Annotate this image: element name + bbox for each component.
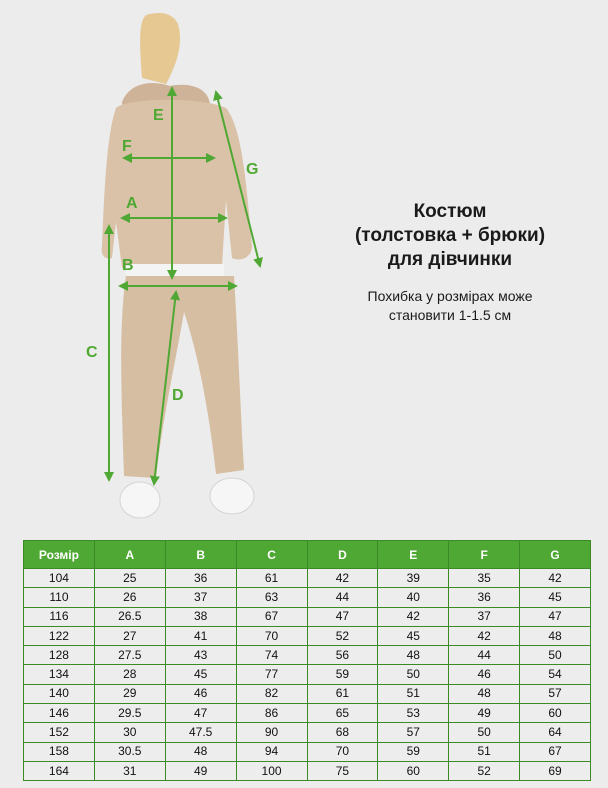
title-line: (толстовка + брюки) [354,225,546,246]
table-cell: 47 [165,704,236,723]
header-a: A [94,541,165,569]
table-cell: 29.5 [94,704,165,723]
title-line: для дівчинки [387,249,513,270]
table-body [24,569,591,781]
table-row [24,646,591,665]
table-cell: 37 [165,588,236,607]
header-g: G [520,541,591,569]
table-cell: 61 [307,684,378,703]
pants [121,276,244,478]
table-cell: 75 [307,761,378,780]
table-cell: 63 [236,588,307,607]
table-cell: 45 [520,588,591,607]
table-cell: 94 [236,742,307,761]
hair [140,13,180,84]
header-f: F [449,541,520,569]
table-cell: 54 [520,665,591,684]
table-cell: 158 [24,742,95,761]
table-cell: 47 [520,607,591,626]
table-cell: 42 [520,569,591,588]
table-cell: 47.5 [165,723,236,742]
table-cell: 43 [165,646,236,665]
hoodie [102,100,252,268]
table-cell: 74 [236,646,307,665]
table-cell: 37 [449,607,520,626]
table-cell: 26.5 [94,607,165,626]
table-cell: 100 [236,761,307,780]
header-b: B [165,541,236,569]
table-cell: 65 [307,704,378,723]
table-cell: 49 [165,761,236,780]
table-cell: 38 [165,607,236,626]
table-cell: 41 [165,626,236,645]
table-cell: 57 [520,684,591,703]
table-cell: 122 [24,626,95,645]
table-cell: 28 [94,665,165,684]
label-f: F [122,138,132,155]
table-cell: 47 [307,607,378,626]
table-cell: 25 [94,569,165,588]
table-cell: 50 [520,646,591,665]
table-cell: 64 [520,723,591,742]
left-shoe [120,482,160,518]
label-g: G [246,161,259,178]
table-cell: 53 [378,704,449,723]
header-d: D [307,541,378,569]
table-cell: 42 [307,569,378,588]
table-row [24,588,591,607]
label-a: A [126,195,138,212]
table-cell: 30 [94,723,165,742]
table-cell: 152 [24,723,95,742]
table-cell: 68 [307,723,378,742]
table-row [24,665,591,684]
table-header-row [24,541,591,569]
shirt-hem [126,264,224,278]
table-cell: 51 [449,742,520,761]
table-cell: 31 [94,761,165,780]
table-cell: 59 [378,742,449,761]
table-cell: 48 [378,646,449,665]
model-photo [0,0,300,528]
table-row [24,569,591,588]
table-cell: 46 [449,665,520,684]
table-cell: 56 [307,646,378,665]
table-cell: 36 [449,588,520,607]
table-cell: 42 [378,607,449,626]
table-cell: 69 [520,761,591,780]
table-cell: 67 [520,742,591,761]
table-cell: 45 [165,665,236,684]
table-cell: 45 [378,626,449,645]
table-cell: 61 [236,569,307,588]
table-cell: 29 [94,684,165,703]
label-e: E [153,107,164,124]
table-cell: 48 [449,684,520,703]
table-cell: 48 [165,742,236,761]
table-cell: 67 [236,607,307,626]
table-cell: 128 [24,646,95,665]
label-d: D [172,387,184,404]
label-c: C [86,344,98,361]
table-cell: 42 [449,626,520,645]
table-cell: 134 [24,665,95,684]
note-line: Похибка у розмірах може [367,288,533,304]
table-cell: 90 [236,723,307,742]
table-cell: 82 [236,684,307,703]
table-cell: 59 [307,665,378,684]
table-cell: 50 [378,665,449,684]
table-row [24,761,591,780]
table-cell: 86 [236,704,307,723]
table-cell: 49 [449,704,520,723]
table-cell: 44 [307,588,378,607]
table-cell: 104 [24,569,95,588]
table-cell: 116 [24,607,95,626]
tolerance-note [320,287,580,325]
note-line: становити 1-1.5 см [388,307,512,323]
header-size: Розмір [24,541,95,569]
product-title [320,200,580,272]
table-cell: 146 [24,704,95,723]
table-cell: 77 [236,665,307,684]
table-cell: 30.5 [94,742,165,761]
table-cell: 52 [307,626,378,645]
table-cell: 164 [24,761,95,780]
title-line: Костюм [413,201,487,222]
size-table [23,540,591,781]
table-cell: 50 [449,723,520,742]
table-row [24,742,591,761]
table-row [24,723,591,742]
right-shoe [210,478,254,514]
table-cell: 52 [449,761,520,780]
table-row [24,626,591,645]
table-cell: 57 [378,723,449,742]
table-cell: 35 [449,569,520,588]
table-cell: 44 [449,646,520,665]
header-c: C [236,541,307,569]
table-cell: 51 [378,684,449,703]
table-cell: 48 [520,626,591,645]
table-row [24,684,591,703]
table-cell: 46 [165,684,236,703]
table-cell: 26 [94,588,165,607]
table-cell: 60 [378,761,449,780]
table-cell: 140 [24,684,95,703]
table-cell: 36 [165,569,236,588]
table-cell: 40 [378,588,449,607]
measurement-diagram [0,0,300,528]
header-e: E [378,541,449,569]
table-row [24,607,591,626]
table-cell: 27.5 [94,646,165,665]
table-cell: 39 [378,569,449,588]
table-cell: 27 [94,626,165,645]
table-cell: 110 [24,588,95,607]
table-cell: 70 [307,742,378,761]
label-b: B [122,257,134,274]
table-cell: 70 [236,626,307,645]
table-cell: 60 [520,704,591,723]
table-row [24,704,591,723]
